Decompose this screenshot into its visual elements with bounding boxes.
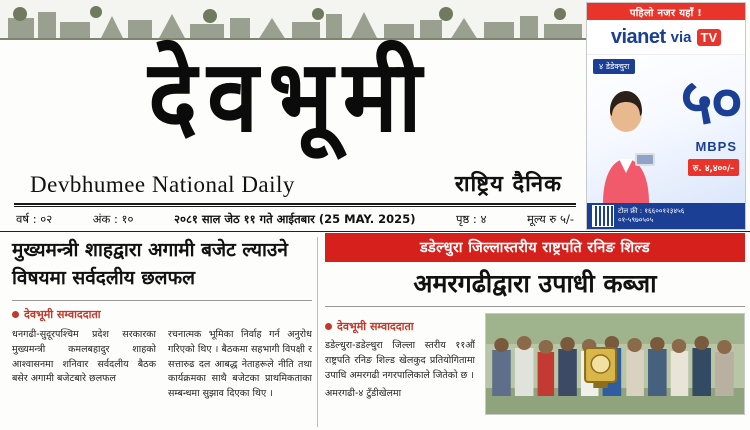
content-area: [0, 233, 750, 430]
left-story: [12, 233, 312, 430]
left-story-byline-text: देवभूमी सम्वाददाता: [24, 308, 101, 322]
team-trophy-photo: [485, 313, 745, 415]
left-story-byline: [12, 307, 312, 322]
nameplate-title: देवभूमी: [148, 38, 432, 154]
masthead-subtitle-row: [0, 158, 580, 202]
right-story-body: [325, 339, 475, 425]
right-story-kicker-banner: डडेल्धुरा जिल्लास्तरीय राष्ट्रपति रनिङ शिल्ड: [325, 233, 745, 262]
left-story-paragraph: रचनात्मक भूमिका निर्वाह गर्न अनुरोध गरिएको थिए । बैठकमा सहभागी विपक्षी र सत्तारुढ दल आबद्ध नेताहरूले नीति तथा कार्यक्रमका साथै बजेटका प्राथमिकताका सम्बन्धमा सुझाव दिएका थिए ।: [168, 329, 312, 399]
ad-offer-banner: ४ डेडेक्चुरा: [593, 59, 635, 74]
masthead-rule-thin: [14, 206, 576, 207]
bullet-icon: [12, 311, 19, 318]
ad-footer-line2: ०१-५९७०५०५: [618, 216, 654, 224]
nepali-subtitle: राष्ट्रिय दैनिक: [454, 172, 562, 197]
ad-brand-via: via: [670, 28, 692, 46]
ad-footer-line1: टोल फ्री : १६६००१२३४५६: [618, 207, 685, 216]
ad-brand-logo: [587, 20, 745, 55]
volume-label: वर्ष : ०२: [16, 211, 53, 226]
issue-number-label: अंक : १०: [92, 211, 134, 226]
right-story-paragraph: डडेल्धुरा-डडेल्धुरा जिल्ला स्तरीय ११औं राष्ट्रपति रनिङ शिल्ड खेलकुद प्रतियोगितामा उपाधि अमरगढी नगरपालिकाले जितेको छ ।: [325, 340, 475, 381]
ad-brand-name: vianet: [610, 25, 666, 48]
masthead-rule-thick: [14, 203, 576, 205]
ad-speed-unit: MBPS: [695, 139, 737, 154]
column-divider: [317, 237, 318, 427]
presenter-photo: [589, 83, 663, 203]
ad-price-tag: रु. ४,४००/-: [688, 159, 739, 176]
right-story-lower: [325, 313, 745, 425]
ad-brand-tv: TV: [697, 29, 722, 46]
right-story-paragraph: अमरगढी-४ टुँडीखेलमा: [325, 388, 402, 400]
bullet-icon: [325, 323, 332, 330]
price-label: मूल्य रु ५/-: [526, 211, 574, 226]
left-story-body: [12, 328, 312, 418]
ad-speed-number: ५०: [680, 65, 741, 138]
nameplate: [0, 34, 580, 159]
page-count-label: पृष्ठ : ४: [455, 211, 487, 226]
ad-footer: [587, 203, 745, 229]
issue-info-bar: [14, 208, 576, 230]
qr-code-icon: [592, 205, 614, 227]
right-story: [325, 233, 745, 430]
right-story-byline-text: देवभूमी सम्वाददाता: [337, 320, 414, 334]
right-story-headline: अमरगढीद्वारा उपाधी कब्जा: [413, 269, 657, 298]
ad-top-strip: पहिलो नजर यहाँ !: [587, 3, 745, 20]
right-story-text-column: [325, 313, 475, 425]
advertisement-block[interactable]: [586, 2, 746, 230]
left-story-rule: [12, 300, 312, 301]
right-story-rule: [325, 306, 745, 307]
ad-body: [587, 55, 745, 203]
publication-date: २०८१ साल जेठ ११ गते आईतबार (25 MAY. 2025): [173, 211, 416, 226]
left-story-paragraph: धनगढी-सुदूरपश्चिम प्रदेश सरकारका मुख्यमन्त्री कमलबहादुर शाहको आश्वासनमा शनिवार सर्वदलीय बैठक बसेर अगामी बजेटबारे छलफल: [12, 329, 156, 385]
right-story-byline: [325, 319, 475, 334]
english-title: Devbhumee National Daily: [30, 172, 295, 197]
left-story-headline: मुख्यमन्त्री शाहद्वारा अगामी बजेट ल्याउने विषयमा सर्वदलीय छलफल: [12, 239, 288, 289]
